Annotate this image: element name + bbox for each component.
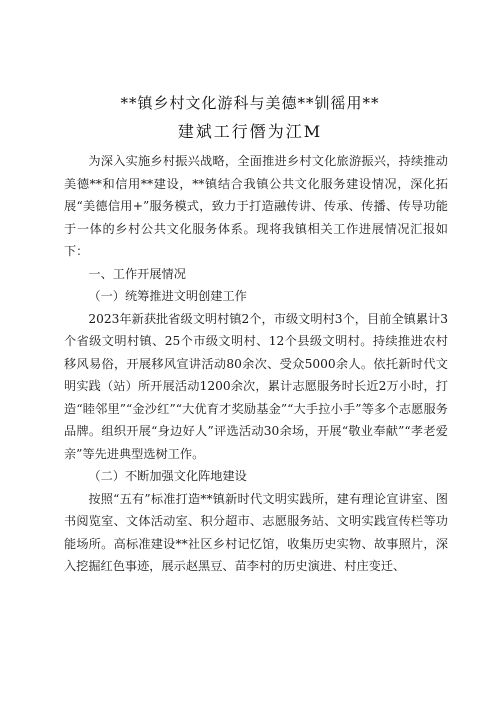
subsection-2-paragraph: 按照“五有”标准打造**镇新时代文明实践所，建有理论宣讲室、图书阅览室、文体活动室、积分超市、志愿服务站、文明实践宣传栏等功能场所。高标准建设**社区乡村记忆馆，收集历史实物、故事照片，深入挖掘红色事迹，展示赵黑豆、苗李村的历史演进、村庄变迁、 [64, 491, 448, 573]
document-title-line-2: 建斌工行僭为江M [177, 122, 323, 141]
subsection-1-paragraph: 2023年新获批省级文明村镇2个，市级文明村3个，目前全镇累计3个省级文明村镇、25个市级文明村、12个县级文明村。持续推进农村移风易俗，开展移风宣讲活动80余次、受众5000余人。依托新时代文明实践（站）所开展活动1200余次，累计志愿服务时长近2万小时，打造“睦邻里”“金沙红”“大优育才奖励基金”“大手拉小手”等多个志愿服务品牌。组织开展“身边好人”评选活动30余场，开展“敬业奉献”“孝老爱亲”等先进典型选树工作。 [64, 311, 448, 461]
document-title-line-1: **镇乡村文化游科与美德**钏徭用** [120, 94, 380, 112]
section-1-heading: 一、工作开展情况 [88, 266, 186, 281]
document-body [64, 140, 448, 578]
subsection-2-heading: （二）不断加强文化阵地建设 [88, 469, 247, 483]
intro-paragraph: 为深入实施乡村振兴战略，全面推进乡村文化旅游振兴，持续推动美德**和信用**建设，**镇结合我镇公共文化服务建设情况，深化拓展“美德信用+”服务模式，致力于打造融传讲、传承、传播、传导功能于一体的乡村公共文化服务体系。现将我镇相关工作进展情况汇报如下： [64, 154, 448, 258]
subsection-1-heading: （一）统筹推进文明创建工作 [88, 289, 247, 303]
